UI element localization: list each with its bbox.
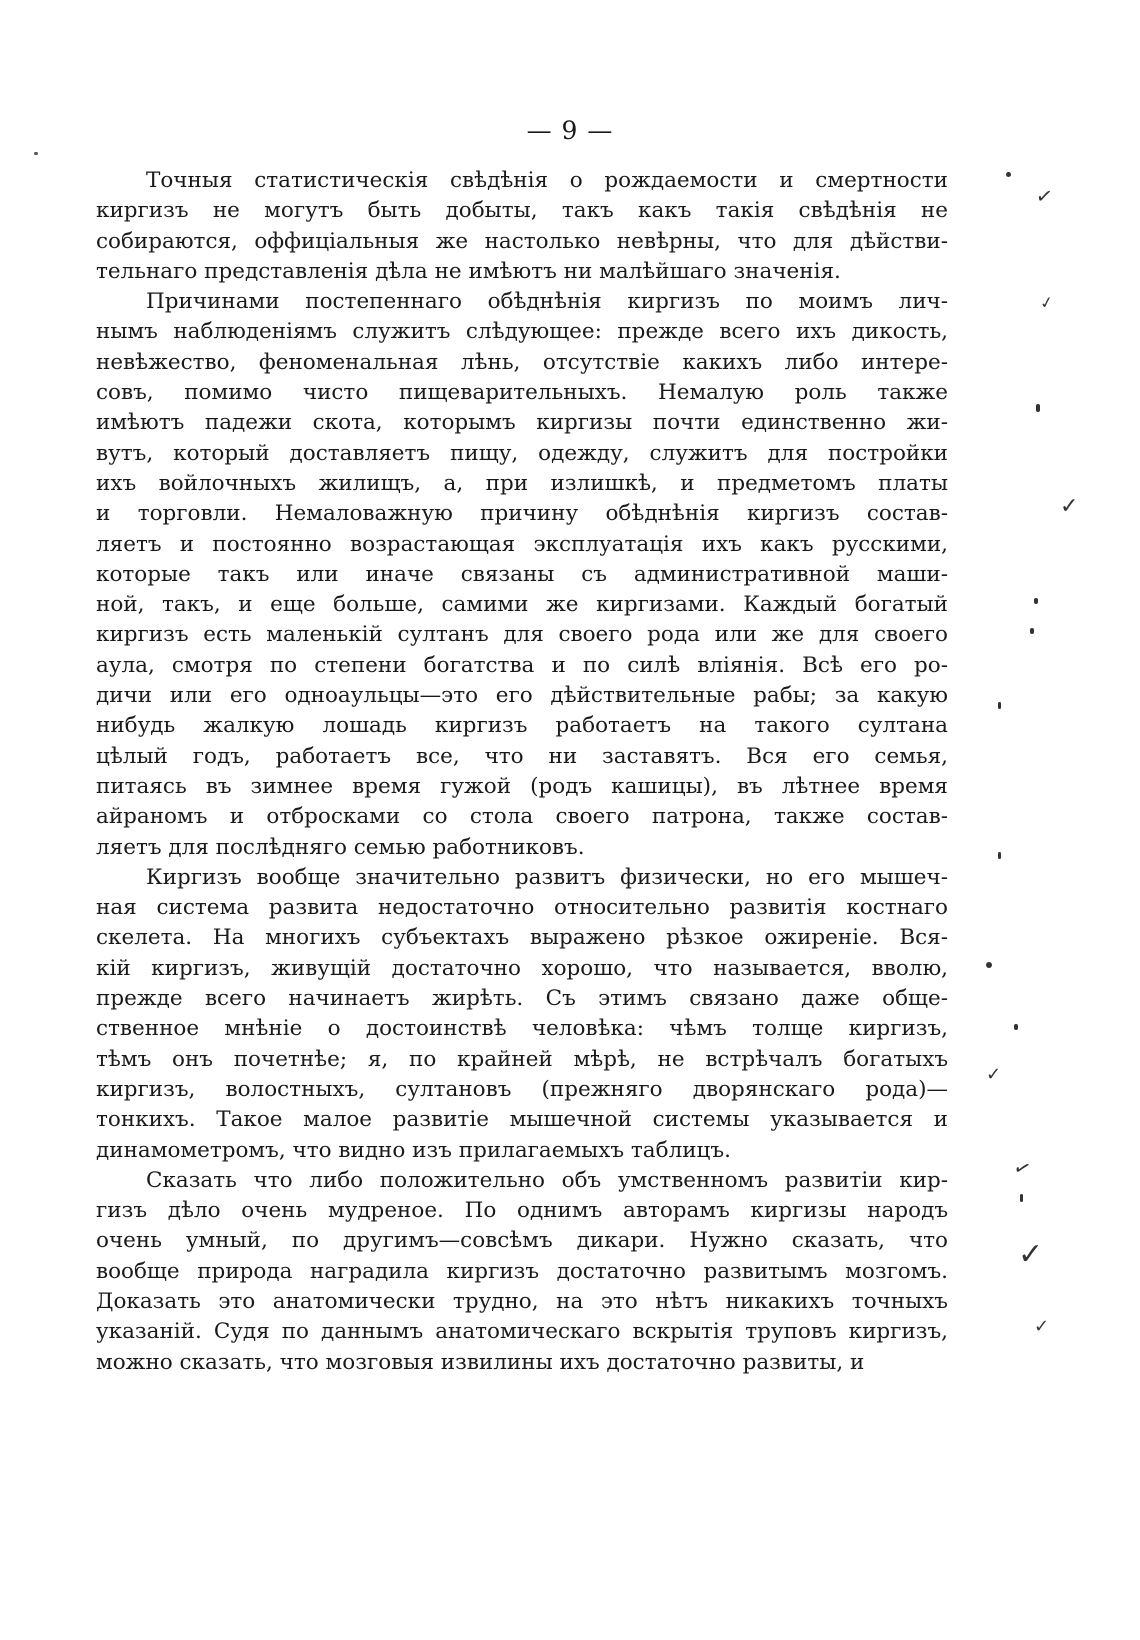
ink-dot bbox=[998, 702, 1001, 709]
text-line: и торговли. Немаловажную причину обѣднѣнія киргизъ состав- bbox=[96, 501, 948, 527]
text-line: киргизъ есть маленькій султанъ для своего рода или же для своего bbox=[96, 622, 948, 648]
text-line: вообще природа наградила киргизъ достаточно развитымъ мозгомъ. bbox=[96, 1258, 948, 1284]
text-line: айраномъ и отбросками со стола своего патрона, также состав- bbox=[96, 804, 948, 830]
text-line: ная система развита недостаточно относительно развитія костнаго bbox=[96, 895, 948, 921]
text-line: ственное мнѣніе о достоинствѣ человѣка: чѣмъ толще киргизъ, bbox=[96, 1016, 948, 1042]
text-line: динамометромъ, что видно изъ прилагаемыхъ таблицъ. bbox=[96, 1137, 731, 1163]
margin-check-icon: ✓ bbox=[1038, 291, 1055, 314]
ink-dot bbox=[986, 962, 992, 968]
text-line: аула, смотря по степени богатства и по силѣ вліянія. Всѣ его ро- bbox=[96, 652, 948, 678]
text-line: скелета. На многихъ субъектахъ выражено рѣзкое ожиреніе. Вся- bbox=[96, 925, 948, 951]
text-line: ляетъ и постоянно возрастающая эксплуатація ихъ какъ русскими, bbox=[96, 531, 948, 557]
ink-dot bbox=[1020, 1194, 1023, 1202]
text-line: Киргизъ вообще значительно развитъ физически, но его мышеч- bbox=[146, 864, 948, 890]
text-line: дичи или его одноаульцы—это его дѣйствительные рабы; за какую bbox=[96, 683, 948, 709]
ink-dot bbox=[1006, 172, 1011, 177]
margin-check-icon: ✓ bbox=[1018, 1237, 1044, 1272]
text-line: тельнаго представленія дѣла не имѣютъ ни малѣйшаго значенія. bbox=[96, 258, 841, 284]
ink-dot bbox=[1030, 628, 1034, 634]
ink-dot bbox=[998, 852, 1001, 859]
text-line: Причинами постепеннаго обѣднѣнія киргизъ по моимъ лич- bbox=[146, 289, 948, 315]
text-line: указаній. Судя по даннымъ анатомическаго вскрытія труповъ киргизъ, bbox=[96, 1319, 948, 1345]
margin-check-icon: ✓ bbox=[1034, 182, 1055, 210]
ink-dot bbox=[1034, 598, 1038, 604]
paragraph bbox=[96, 166, 948, 287]
margin-check-icon: ✓ bbox=[986, 1064, 1002, 1085]
ink-dot bbox=[1036, 404, 1040, 412]
text-line: питаясь въ зимнее время гужой (родъ кашицы), въ лѣтнее время bbox=[96, 773, 948, 799]
text-line: прежде всего начинаетъ жирѣть. Съ этимъ связано даже обще- bbox=[96, 986, 948, 1012]
text-line: Доказать это анатомически трудно, на это нѣтъ никакихъ точныхъ bbox=[96, 1288, 948, 1314]
text-line: тѣмъ онъ почетнѣе; я, по крайней мѣрѣ, не встрѣчалъ богатыхъ bbox=[96, 1046, 948, 1072]
ink-dot bbox=[1014, 1024, 1018, 1030]
paragraph bbox=[96, 863, 948, 1166]
body-text bbox=[96, 166, 948, 1378]
text-line: нымъ наблюденіямъ служитъ слѣдующее: прежде всего ихъ дикость, bbox=[96, 319, 948, 345]
text-line: Точныя статистическія свѣдѣнія о рождаемости и смертности bbox=[146, 168, 948, 193]
text-line: нибудь жалкую лошадь киргизъ работаетъ на такого султана bbox=[96, 713, 948, 739]
text-line: собираются, оффиціальныя же настолько невѣрны, что для дѣйстви- bbox=[96, 228, 948, 254]
text-line: имѣютъ падежи скота, которымъ киргизы почти единственно жи- bbox=[96, 410, 948, 436]
margin-check-icon: ✓ bbox=[1060, 494, 1079, 519]
text-line: киргизъ, волостныхъ, султановъ (прежняго дворянскаго рода)— bbox=[96, 1076, 948, 1102]
text-line: которые такъ или иначе связаны съ административной маши- bbox=[96, 561, 948, 587]
text-line: ляетъ для послѣдняго семью работниковъ. bbox=[96, 834, 585, 860]
text-line: ихъ войлочныхъ жилищъ, а, при излишкѣ, и предметомъ платы bbox=[96, 470, 948, 496]
text-line: вутъ, который доставляетъ пищу, одежду, служитъ для постройки bbox=[96, 440, 948, 466]
margin-check-icon: ✓ bbox=[1034, 1316, 1050, 1337]
text-line: кій киргизъ, живущій достаточно хорошо, что называется, вволю, bbox=[96, 955, 948, 981]
text-line: тонкихъ. Такое малое развитіе мышечной системы указывается и bbox=[96, 1107, 948, 1133]
text-line: Сказать что либо положительно объ умственномъ развитіи кир- bbox=[146, 1167, 948, 1193]
margin-check-icon: ✓ bbox=[1010, 1153, 1035, 1183]
text-line: гизъ дѣло очень мудреное. По однимъ авторамъ киргизы народъ bbox=[96, 1198, 948, 1224]
text-line: ной, такъ, и еще больше, самими же киргизами. Каждый богатый bbox=[96, 592, 948, 618]
paragraph bbox=[96, 1166, 948, 1378]
text-line: цѣлый годъ, работаетъ все, что ни заставятъ. Вся его семья, bbox=[96, 743, 948, 769]
text-line: очень умный, по другимъ—совсѣмъ дикари. Нужно сказать, что bbox=[96, 1228, 948, 1254]
paragraph bbox=[96, 287, 948, 863]
text-line: невѣжество, феноменальная лѣнь, отсутствіе какихъ либо интере- bbox=[96, 349, 948, 375]
page-number: — 9 — bbox=[526, 116, 614, 145]
text-line: совъ, помимо чисто пищеварительныхъ. Немалую роль также bbox=[96, 380, 948, 406]
text-line: можно сказать, что мозговыя извилины ихъ достаточно развиты, и bbox=[96, 1349, 865, 1375]
ink-dot bbox=[34, 152, 38, 155]
text-line: киргизъ не могутъ быть добыты, такъ какъ такія свѣдѣнія не bbox=[96, 198, 948, 224]
